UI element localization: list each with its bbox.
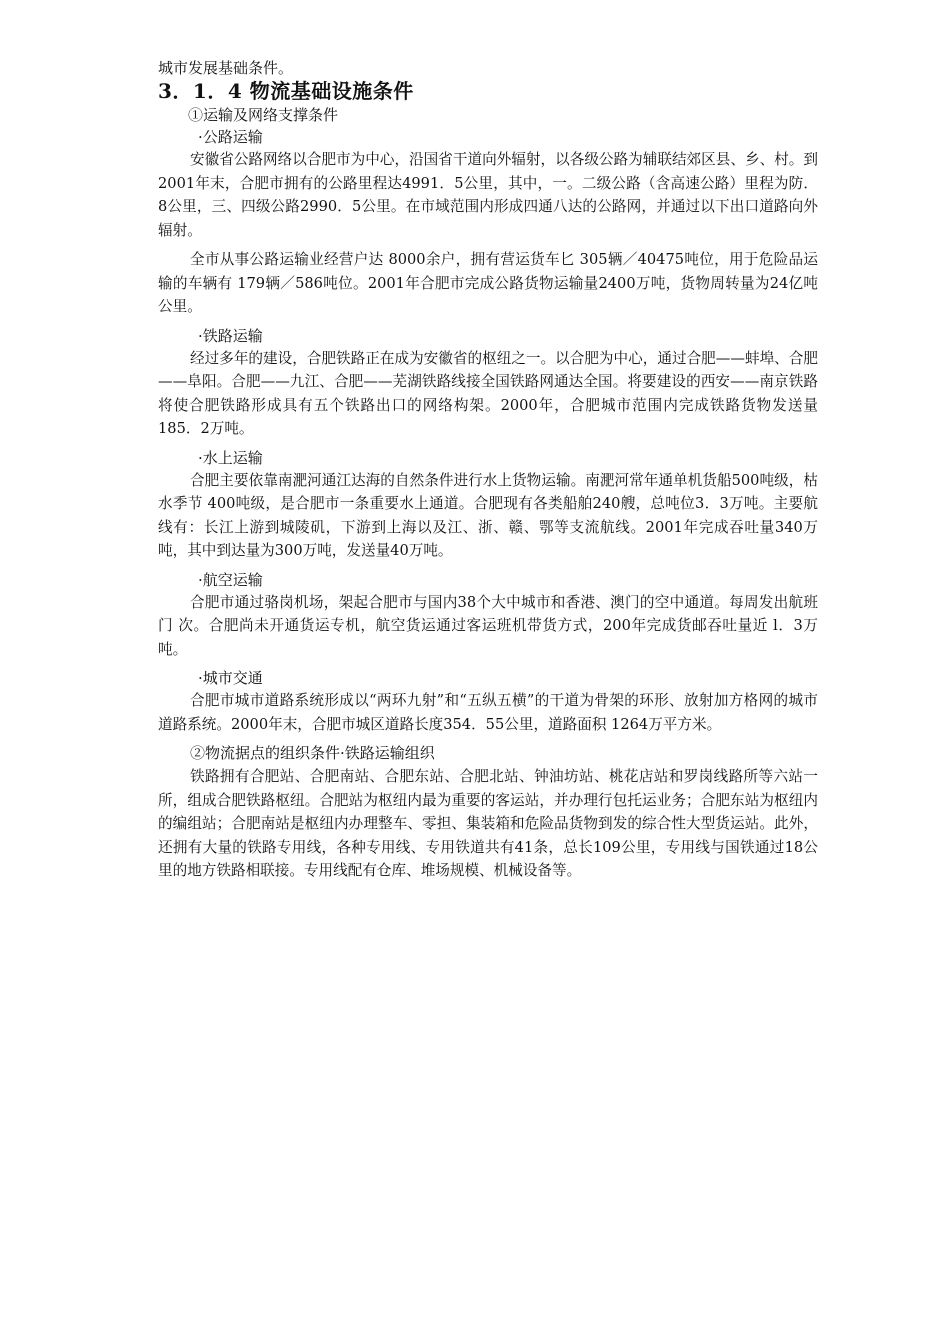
air-transport-heading: ·航空运输 <box>198 570 263 589</box>
rail-transport-heading: ·铁路运输 <box>198 326 263 345</box>
rail-paragraph: 经过多年的建设，合肥铁路正在成为安徽省的枢纽之一。以合肥为中心，通过合肥——蚌埠、合肥——阜阳。合肥——九江、合肥——芜湖铁路线接全国铁路网通达全国。将要建设的西安——南京铁路将使合肥铁路形成具有五个铁路出口的网络构架。2000年，合肥城市范围内完成铁路货物发送量 185．2万吨。 <box>158 349 818 437</box>
water-paragraph: 合肥主要依靠南淝河通江达海的自然条件进行水上货物运输。南淝河常年通单机货船500吨级，枯水季节 400吨级，是合肥市一条重要水上通道。合肥现有各类船舶240艘，总吨位3．3万吨。主要航线有：长江上游到城陵矶，下游到上海以及江、浙、赣、鄂等支流航线。2001年完成吞吐量340万吨，其中到达量为300万吨，发送量40万吨。 <box>158 471 818 559</box>
section-heading: 3．1．4 物流基础设施条件 <box>158 79 414 103</box>
road-paragraph-1: 安徽省公路网络以合肥市为中心，沿国省干道向外辐射，以各级公路为辅联结郊区县、乡、村。到2001年末，合肥市拥有的公路里程达4991．5公里，其中，一。二级公路（含高速公路）里程为防．8公里，三、四级公路2990．5公里。在市域范围内形成四通八达的公路网，并通过以下出口道路向外辐射。 <box>158 151 818 239</box>
lead-line: 城市发展基础条件。 <box>158 59 294 77</box>
road-transport-heading: ·公路运输 <box>198 128 263 146</box>
air-paragraph: 合肥市通过骆岗机场，架起合肥市与国内38个大中城市和香港、澳门的空中通道。每周发出航班门 次。合肥尚未开通货运专机，航空货运通过客运班机带货方式，200年完成货邮吞吐量近 l．3万吨。 <box>158 593 818 658</box>
urban-paragraph: 合肥市城市道路系统形成以“两环九射”和“五纵五横”的干道为骨架的环形、放射加方格网的城市道路系统。2000年末，合肥市城区道路长度354．55公里，道路面积 1264万平方米。 <box>158 692 818 733</box>
road-paragraph-2: 全市从事公路运输业经营户达 8000余户，拥有营运货车匕 305辆／40475吨位，用于危险品运输的车辆有 179辆／586吨位。2001年合肥市完成公路货物运输量2400万吨，货物周转量为24亿吨公里。 <box>158 251 818 315</box>
rail-organization-paragraph: 铁路拥有合肥站、合肥南站、合肥东站、合肥北站、钟油坊站、桃花店站和罗岗线路所等六站一所，组成合肥铁路枢纽。合肥站为枢纽内最为重要的客运站，并办理行包托运业务；合肥东站为枢纽内的编组站；合肥南站是枢纽内办理整车、零担、集装箱和危险品货物到发的综合性大型货运站。此外，还拥有大量的铁路专用线，各种专用线、专用铁道共有41条，总长109公里，专用线与国铁通过18公里的地方铁路相联接。专用线配有仓库、堆场规模、机械设备等。 <box>158 768 818 879</box>
urban-traffic-heading: ·城市交通 <box>198 669 263 687</box>
document-body <box>158 58 818 889</box>
water-transport-heading: ·水上运输 <box>198 448 263 467</box>
subheading-transport-network: ①运输及网络支撑条件 <box>188 106 339 124</box>
subheading-logistics-nodes: ②物流据点的组织条件·铁路运输组织 <box>190 744 435 762</box>
